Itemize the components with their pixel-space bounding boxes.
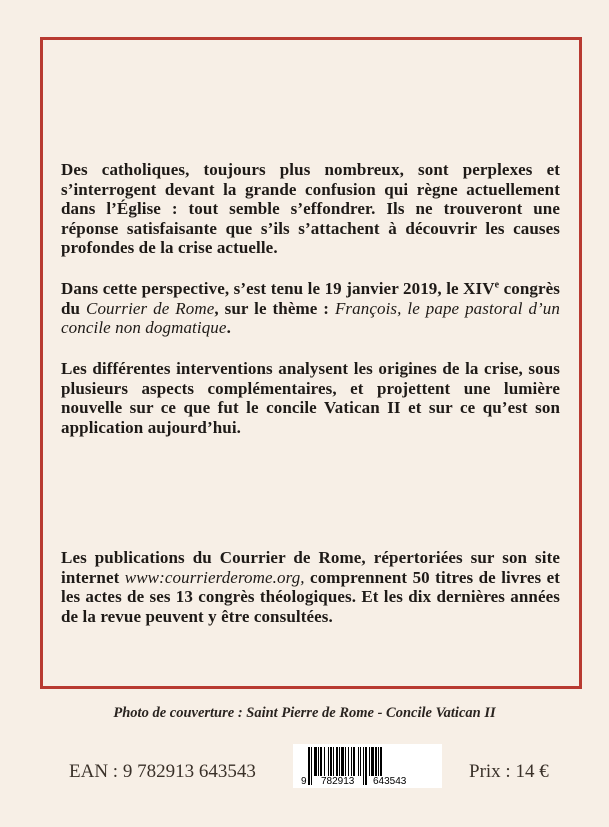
p4-text-a: Les publications du Courrier de Rome, répertoriées sur son site internet — [61, 548, 560, 587]
barcode-digit-first: 9 — [301, 776, 307, 787]
barcode-bar — [311, 747, 312, 785]
barcode-bar — [318, 747, 319, 776]
barcode-bar — [328, 747, 329, 776]
barcode-bar — [333, 747, 334, 776]
barcode-bar — [365, 747, 367, 785]
barcode-group-2: 643543 — [373, 776, 407, 787]
interventions-paragraph: Les différentes interventions analysent les origines de la crise, sous plusieurs aspects complémentaires, et projettent une lumière nouvelle sur ce que fut le concile Vatican II et sur ce qu’est son application aujourd’hui. — [61, 359, 560, 437]
barcode-bar — [353, 747, 355, 776]
barcode-group-1: 782913 — [321, 776, 355, 787]
p2-text-d: . — [226, 318, 231, 338]
p2-text-b: congrès du — [61, 279, 560, 318]
barcode-bar — [330, 747, 332, 776]
p2-text-c: , sur le thème : — [214, 298, 335, 318]
barcode-bar — [336, 747, 338, 776]
barcode-bar — [360, 747, 361, 776]
barcode-bar — [314, 747, 317, 776]
congress-paragraph — [61, 279, 560, 338]
website-link: www:courrierderome.org, — [124, 567, 305, 587]
barcode-bar — [380, 747, 382, 776]
publications-paragraph — [61, 548, 560, 626]
barcode-bar — [348, 747, 349, 776]
p2-theme: François, le pape pastoral d’un concile non dogmatique — [61, 298, 561, 338]
ean-label: EAN : 9 782913 643543 — [69, 761, 256, 782]
price-label: Prix : 14 € — [469, 761, 549, 782]
barcode-bar — [324, 747, 325, 776]
barcode-bars — [293, 744, 442, 788]
barcode-bar — [371, 747, 374, 776]
p2-journal-title: Courrier de Rome — [86, 298, 215, 318]
intro-paragraph: Des catholiques, toujours plus nombreux, sont perplexes et s’interrogent devant la grande confusion qui règne actuellement dans l’Église : tout semble s’effondrer. Ils ne trouveront une réponse satisfaisante que s’ils s’attachent à découvrir les causes profondes de la crise actuelle. — [61, 160, 560, 258]
barcode-bar — [308, 747, 310, 785]
barcode-bar — [339, 747, 340, 776]
barcode — [293, 744, 442, 788]
barcode-bar — [320, 747, 322, 776]
p2-superscript: e — [494, 279, 500, 291]
barcode-bar — [358, 747, 359, 776]
p2-text-a: Dans cette perspective, s’est tenu le 19 janvier 2019, le XIV — [61, 279, 495, 298]
barcode-bar — [351, 747, 352, 776]
barcode-bar — [341, 747, 344, 776]
barcode-bar — [378, 747, 379, 776]
barcode-bar — [345, 747, 346, 776]
barcode-bar — [363, 747, 364, 785]
barcode-bar — [375, 747, 377, 776]
barcode-bar — [369, 747, 370, 776]
photo-caption: Photo de couverture : Saint Pierre de Rome - Concile Vatican II — [113, 705, 496, 721]
p4-text-b: comprennent 50 titres de livres et les actes de ses 13 congrès théologiques. Et les dix dernières années de la revue peuvent y être consultées. — [61, 567, 560, 626]
